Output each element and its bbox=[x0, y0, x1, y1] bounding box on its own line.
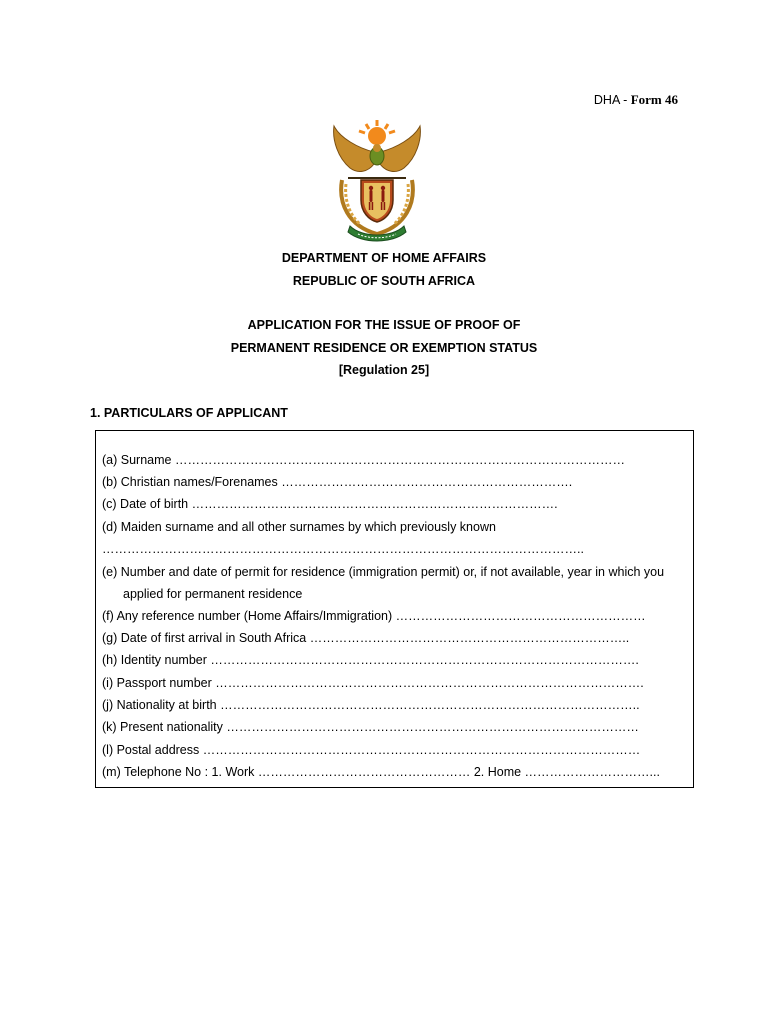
field-maiden-surname: (d) Maiden surname and all other surnames by which previously known bbox=[102, 520, 496, 534]
field-forenames[interactable]: (b) Christian names/Forenames ……………………………………………………………. bbox=[102, 475, 573, 489]
field-maiden-surname-line[interactable]: …………………………………………………………………………………………………….. bbox=[102, 542, 584, 556]
section-1-title: 1. PARTICULARS OF APPLICANT bbox=[90, 406, 288, 420]
field-surname[interactable]: (a) Surname ……………………………………………………………………………………………… bbox=[102, 453, 625, 467]
form-reference bbox=[594, 92, 678, 108]
field-postal-address[interactable]: (l) Postal address …………………………………………………………………………………………… bbox=[102, 743, 641, 757]
field-nationality-at-birth[interactable]: (j) Nationality at birth ……………………………………………………………………………………….. bbox=[102, 698, 640, 712]
field-passport-number[interactable]: (i) Passport number …………………………………………………………………………………………. bbox=[102, 676, 644, 690]
form-title-line2: PERMANENT RESIDENCE OR EXEMPTION STATUS bbox=[230, 341, 538, 355]
form-title-line1: APPLICATION FOR THE ISSUE OF PROOF OF bbox=[247, 318, 521, 332]
field-date-of-birth[interactable]: (c) Date of birth ……………………………………………………………………………. bbox=[102, 497, 558, 511]
coat-of-arms-emblem bbox=[328, 118, 426, 246]
country-name: REPUBLIC OF SOUTH AFRICA bbox=[292, 274, 476, 288]
field-present-nationality[interactable]: (k) Present nationality ……………………………………………………………………………………… bbox=[102, 720, 639, 734]
field-identity-number[interactable]: (h) Identity number …………………………………………………………………………………………. bbox=[102, 653, 639, 667]
right-wing-icon bbox=[380, 126, 420, 171]
field-permit-continuation[interactable]: applied for permanent residence bbox=[123, 587, 303, 601]
form-number: Form 46 bbox=[630, 92, 678, 107]
department-name: DEPARTMENT OF HOME AFFAIRS bbox=[281, 251, 487, 265]
field-reference-number[interactable]: (f) Any reference number (Home Affairs/Immigration) …………………………………………………… bbox=[102, 609, 646, 623]
regulation-reference: [Regulation 25] bbox=[338, 363, 430, 377]
field-telephone[interactable]: (m) Telephone No : 1. Work …………………………………………… 2. Home …………………………... bbox=[102, 765, 660, 779]
sun-icon bbox=[359, 120, 395, 145]
field-permit-number: (e) Number and date of permit for residence (immigration permit) or, if not available, year in which you bbox=[102, 565, 665, 579]
left-wing-icon bbox=[334, 126, 374, 171]
form-prefix: DHA - bbox=[593, 93, 631, 107]
field-first-arrival-date[interactable]: (g) Date of first arrival in South Africa ………………………………………………………………….. bbox=[102, 631, 630, 645]
